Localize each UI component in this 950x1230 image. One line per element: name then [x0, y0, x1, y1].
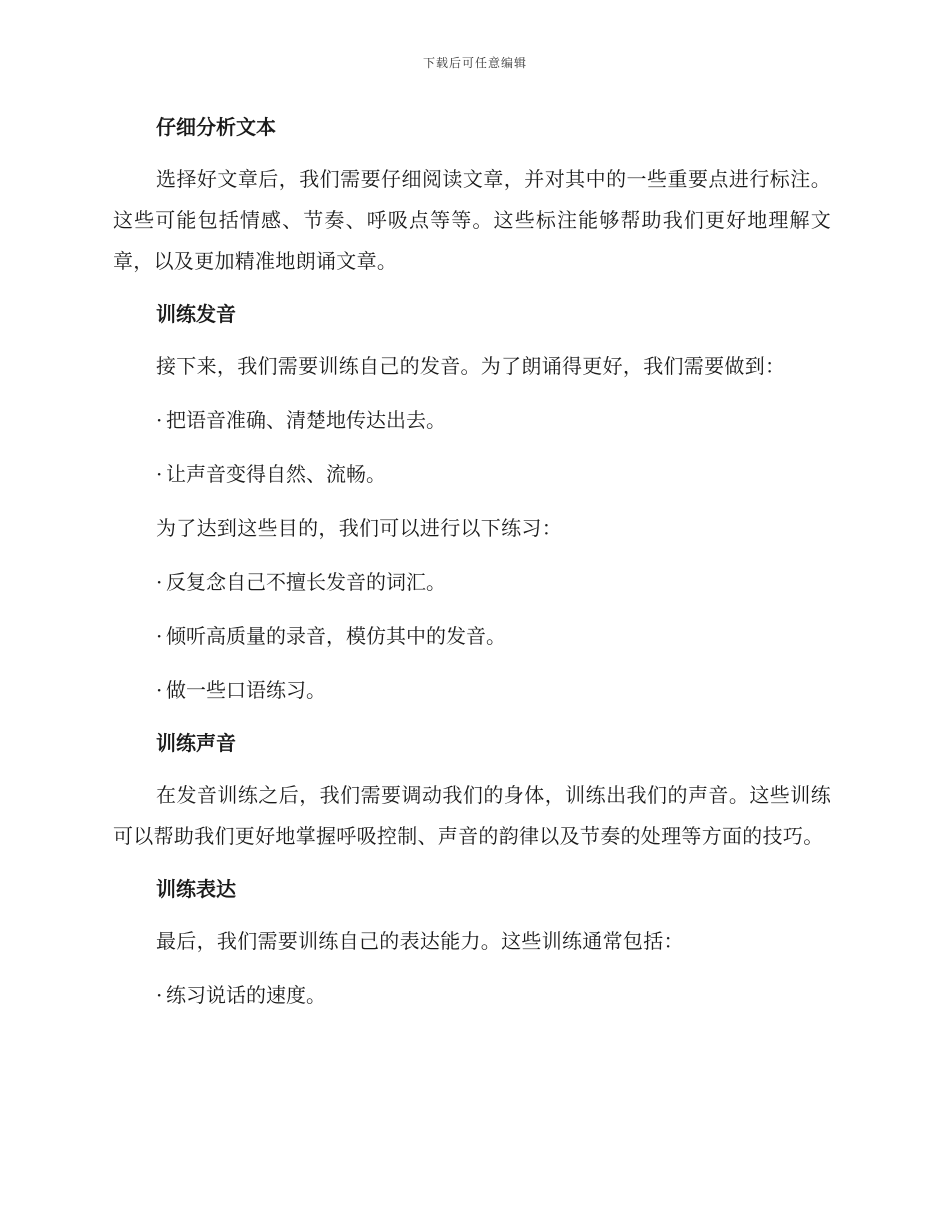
bullet-dot: · [156, 678, 163, 702]
list-item [113, 616, 831, 657]
header-note: 下载后可任意编辑 [422, 56, 527, 70]
list-item [113, 670, 831, 711]
bullet-dot: · [156, 983, 163, 1007]
section-intro-expression: 最后，我们需要训练自己的表达能力。这些训练通常包括： [156, 929, 684, 953]
section-heading-pronunciation: 训练发音 [156, 302, 236, 326]
list-item [113, 562, 831, 603]
list-item-text: 倾听高质量的录音，模仿其中的发音。 [166, 624, 506, 648]
list-item [113, 400, 831, 441]
section-intro2-pronunciation: 为了达到这些目的，我们可以进行以下练习： [156, 516, 562, 540]
list-item-text: 把语音准确、清楚地传达出去。 [166, 408, 446, 432]
section-paragraph-analyze: 选择好文章后，我们需要仔细阅读文章，并对其中的一些重要点进行标注。这些可能包括情感、节奏、呼吸点等等。这些标注能够帮助我们更好地理解文章，以及更加精准地朗诵文章。 [113, 167, 831, 273]
section-intro-pronunciation: 接下来，我们需要训练自己的发音。为了朗诵得更好，我们需要做到： [156, 354, 786, 378]
list-item [113, 975, 831, 1016]
bullet-dot: · [156, 570, 163, 594]
section-heading-analyze: 仔细分析文本 [156, 115, 276, 139]
section-heading-voice: 训练声音 [156, 731, 236, 755]
bullet-dot: · [156, 408, 163, 432]
list-item-text: 做一些口语练习。 [166, 678, 326, 702]
document-content [113, 108, 831, 1029]
list-item-text: 反复念自己不擅长发音的词汇。 [166, 570, 446, 594]
bullet-dot: · [156, 462, 163, 486]
section-paragraph-voice: 在发音训练之后，我们需要调动我们的身体，训练出我们的声音。这些训练可以帮助我们更好地掌握呼吸控制、声音的韵律以及节奏的处理等方面的技巧。 [113, 783, 831, 848]
list-item-text: 练习说话的速度。 [166, 983, 326, 1007]
list-item-text: 让声音变得自然、流畅。 [166, 462, 386, 486]
bullet-dot: · [156, 624, 163, 648]
section-heading-expression: 训练表达 [156, 877, 236, 901]
list-item [113, 454, 831, 495]
